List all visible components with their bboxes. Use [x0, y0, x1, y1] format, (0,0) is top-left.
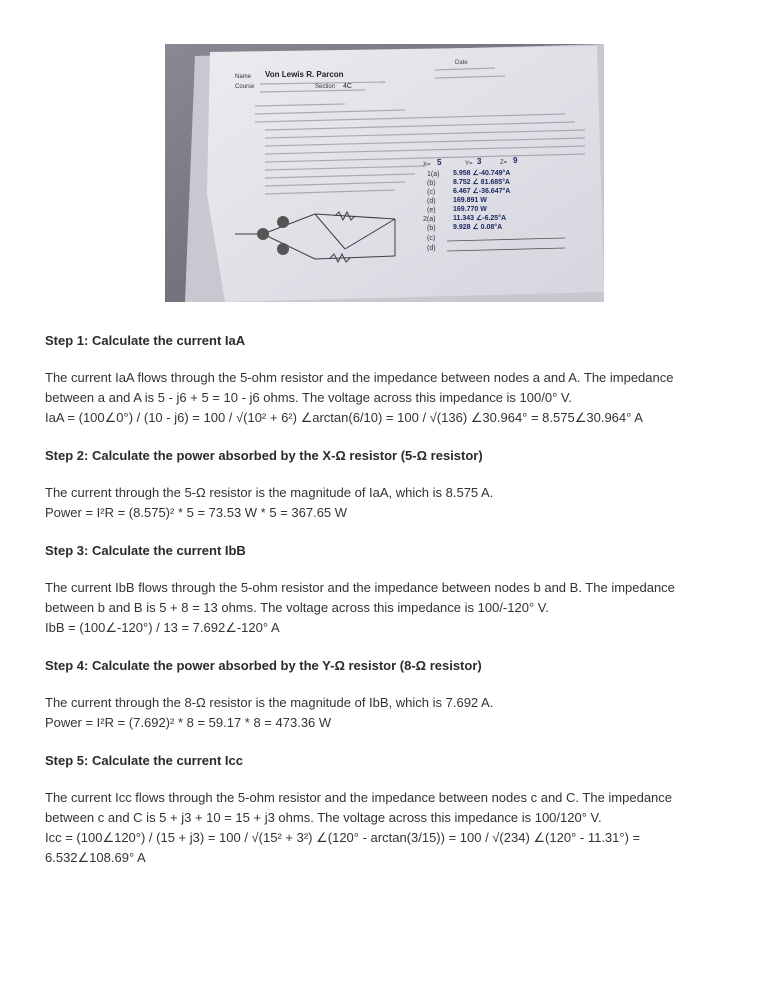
step-1-text: The current IaA flows through the 5-ohm resistor and the impedance between nodes a and A. The impedance	[45, 370, 674, 385]
step-5-text: The current Icc flows through the 5-ohm resistor and the impedance between nodes c and C. The impedance	[45, 790, 673, 805]
step-3-text: between b and B is 5 + 8 = 13 ohms. The voltage across this impedance is 100/-120° V.	[45, 600, 549, 615]
solution-steps	[45, 331, 725, 868]
source-icon	[257, 228, 269, 240]
answer-value: 169.891 W	[453, 197, 487, 204]
step-1-text: between a and A is 5 - j6 + 5 = 10 - j6 ohms. The voltage across this impedance is 100/0° V.	[45, 390, 572, 405]
step-4-text: The current through the 8-Ω resistor is the magnitude of IbB, which is 7.692 A.	[45, 695, 494, 710]
y-value: 3	[477, 157, 482, 166]
step-4-text: Power = I²R = (7.692)² * 8 = 59.17 * 8 = 473.36 W	[45, 715, 332, 730]
z-label: Z=	[500, 160, 508, 166]
step-2-heading: Step 2: Calculate the power absorbed by the X-Ω resistor (5-Ω resistor)	[45, 448, 483, 463]
homework-photo-icon	[165, 44, 604, 302]
course-label: Course	[235, 84, 255, 90]
section-label: Section	[315, 84, 336, 90]
step-3-text: The current IbB flows through the 5-ohm resistor and the impedance between nodes b and B. The impedance	[45, 580, 675, 595]
step-3-text: IbB = (100∠-120°) / 13 = 7.692∠-120° A	[45, 620, 280, 635]
answer-value: 8.752 ∠ 81.685°A	[453, 179, 510, 186]
answer-label: (b)	[427, 180, 436, 187]
answer-value: 5.958 ∠-40.749°A	[453, 170, 511, 177]
answer-label: (d)	[427, 245, 436, 252]
name-value: Von Lewis R. Parcon	[265, 70, 344, 79]
source-icon	[277, 216, 289, 228]
answer-label: 1(a)	[427, 171, 440, 178]
name-label: Name	[235, 74, 252, 80]
step-1-text: IaA = (100∠0°) / (10 - j6) = 100 / √(10² + 6²) ∠arctan(6/10) = 100 / √(136) ∠30.964° = 8.575∠30.964° A	[45, 410, 643, 425]
answer-label: (c)	[427, 235, 436, 242]
answer-value: 9.928 ∠ 0.08°A	[453, 224, 503, 231]
step-5-heading: Step 5: Calculate the current Icc	[45, 753, 243, 768]
step-1-heading: Step 1: Calculate the current IaA	[45, 333, 246, 348]
x-label: X=	[423, 162, 431, 168]
homework-photo	[165, 44, 604, 302]
step-2-text: Power = I²R = (8.575)² * 5 = 73.53 W * 5 = 367.65 W	[45, 505, 348, 520]
answer-label: (b)	[427, 225, 436, 232]
step-5-text: Icc = (100∠120°) / (15 + j3) = 100 / √(15² + 3²) ∠(120° - arctan(3/15)) = 100 / √(234) ∠(120° - 11.31°) =	[45, 830, 641, 845]
step-4-heading: Step 4: Calculate the power absorbed by the Y-Ω resistor (8-Ω resistor)	[45, 658, 482, 673]
y-label: Y=	[465, 161, 473, 167]
answer-label: (d)	[427, 198, 436, 205]
section-value: 4C	[343, 83, 352, 90]
step-3-heading: Step 3: Calculate the current IbB	[45, 543, 246, 558]
answer-value: 169.770 W	[453, 206, 487, 213]
source-icon	[277, 243, 289, 255]
answer-label: 2(a)	[423, 216, 436, 223]
answer-value: 6.467 ∠-36.647°A	[453, 188, 511, 195]
step-5-text: 6.532∠108.69° A	[45, 850, 146, 865]
step-5-text: between c and C is 5 + j3 + 10 = 15 + j3 ohms. The voltage across this impedance is 100/120° V.	[45, 810, 602, 825]
z-value: 9	[513, 156, 518, 165]
step-2-text: The current through the 5-Ω resistor is the magnitude of IaA, which is 8.575 A.	[45, 485, 494, 500]
date-label: Date	[455, 60, 468, 66]
answer-label: (e)	[427, 207, 436, 214]
x-value: 5	[437, 158, 442, 167]
answer-value: 11.343 ∠-6.25°A	[453, 215, 507, 222]
answer-label: (c)	[427, 189, 436, 196]
